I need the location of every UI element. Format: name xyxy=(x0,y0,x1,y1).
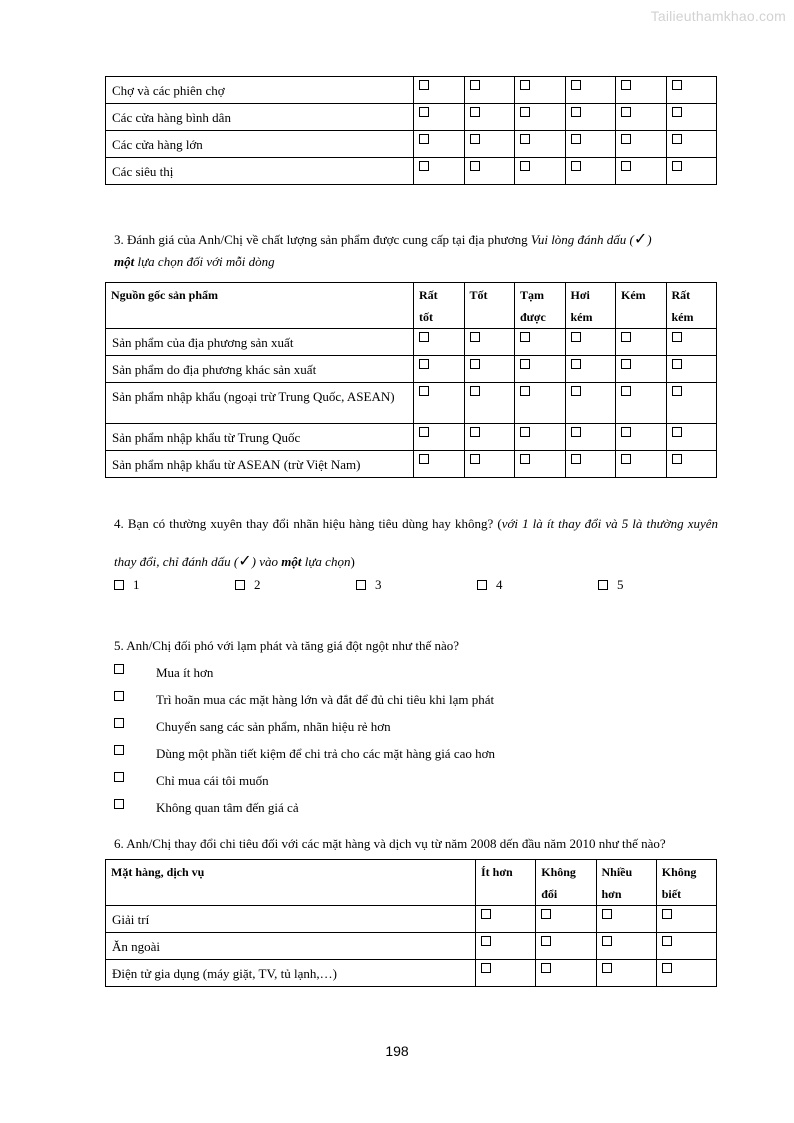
header-col: Ít hơn xyxy=(476,860,536,906)
checkbox-cell[interactable] xyxy=(565,451,616,478)
checkbox[interactable] xyxy=(470,107,480,117)
checkbox-cell[interactable] xyxy=(464,329,515,356)
checkbox-cell[interactable] xyxy=(666,356,717,383)
checkbox-cell[interactable] xyxy=(464,158,515,185)
checkbox-cell[interactable] xyxy=(596,933,656,960)
checkbox[interactable] xyxy=(419,134,429,144)
row-label: Chợ và các phiên chợ xyxy=(106,77,414,104)
header-col: Kém xyxy=(616,283,667,329)
checkbox[interactable] xyxy=(114,691,124,701)
checkbox-cell[interactable] xyxy=(515,451,566,478)
question-3: 3. Đánh giá của Anh/Chị về chất lượng sản phẩm được cung cấp tại địa phương Vui lòng đánh dấu (✓) một lựa chọn đối với mỗi dòng xyxy=(114,229,652,269)
checkmark-icon: ✓ xyxy=(633,229,648,248)
scale-option[interactable]: 5 xyxy=(598,577,624,593)
checkbox[interactable] xyxy=(571,80,581,90)
table-row xyxy=(106,158,717,185)
checkbox[interactable] xyxy=(602,936,612,946)
question-4: 4. Bạn có thường xuyên thay đổi nhãn hiệu hàng tiêu dùng hay không? (với 1 là ít thay đổi và 5 là thường xuyên thay đổi, chỉ đánh dấu (✓) vào một lựa chọn) xyxy=(114,516,719,570)
checkbox[interactable] xyxy=(419,80,429,90)
checkbox[interactable] xyxy=(520,80,530,90)
checkbox-cell[interactable] xyxy=(666,158,717,185)
checkbox-cell[interactable] xyxy=(515,383,566,424)
checkbox-cell[interactable] xyxy=(666,131,717,158)
table-header-row xyxy=(106,860,717,906)
checkbox[interactable] xyxy=(672,359,682,369)
header-col: Rất kém xyxy=(666,283,717,329)
scale-option[interactable]: 3 xyxy=(356,577,382,593)
checkbox[interactable] xyxy=(571,427,581,437)
header-col: Nhiều hơn xyxy=(596,860,656,906)
checkbox-cell[interactable] xyxy=(536,933,596,960)
row-label: Các siêu thị xyxy=(106,158,414,185)
checkbox[interactable] xyxy=(520,161,530,171)
checkbox[interactable] xyxy=(621,386,631,396)
checkbox[interactable] xyxy=(520,107,530,117)
checkbox[interactable] xyxy=(621,134,631,144)
row-label: Sản phẩm của địa phương sản xuất xyxy=(106,329,414,356)
checkbox-cell[interactable] xyxy=(414,131,465,158)
checkbox-cell[interactable] xyxy=(414,356,465,383)
header-col: Tạm được xyxy=(515,283,566,329)
header-col: Hơi kém xyxy=(565,283,616,329)
row-label: Sản phẩm do địa phương khác sản xuất xyxy=(106,356,414,383)
checkbox-cell[interactable] xyxy=(476,906,536,933)
checkbox[interactable] xyxy=(481,963,491,973)
checkbox-cell[interactable] xyxy=(464,451,515,478)
checkbox-cell[interactable] xyxy=(464,356,515,383)
table-row xyxy=(106,77,717,104)
checkmark-icon: ✓ xyxy=(238,551,252,570)
checkbox[interactable] xyxy=(470,427,480,437)
option-label: Không quan tâm đến giá cả xyxy=(156,800,299,815)
checkbox-cell[interactable] xyxy=(666,77,717,104)
checkbox-cell[interactable] xyxy=(565,131,616,158)
checkbox[interactable] xyxy=(419,427,429,437)
option-label: Dùng một phần tiết kiệm để chi trả cho các mặt hàng giá cao hơn xyxy=(156,746,495,761)
header-col: Tốt xyxy=(464,283,515,329)
checkbox[interactable] xyxy=(571,107,581,117)
checkbox-cell[interactable] xyxy=(476,960,536,987)
row-label: Sản phẩm nhập khẩu từ ASEAN (trừ Việt Nam) xyxy=(106,451,414,478)
checkbox-cell[interactable] xyxy=(464,424,515,451)
checkbox-cell[interactable] xyxy=(656,933,716,960)
checkbox[interactable] xyxy=(114,664,124,674)
row-label: Sản phẩm nhập khẩu (ngoại trừ Trung Quốc, ASEAN) xyxy=(106,383,414,424)
checkbox[interactable] xyxy=(672,454,682,464)
checkbox[interactable] xyxy=(621,161,631,171)
checkbox[interactable] xyxy=(672,427,682,437)
checkbox[interactable] xyxy=(662,909,672,919)
checkbox[interactable] xyxy=(672,107,682,117)
checkbox[interactable] xyxy=(571,332,581,342)
checkbox[interactable] xyxy=(672,332,682,342)
checkbox[interactable] xyxy=(621,107,631,117)
row-label: Các cửa hàng lớn xyxy=(106,131,414,158)
checkbox[interactable] xyxy=(481,936,491,946)
header-label: Nguồn gốc sản phẩm xyxy=(106,283,414,329)
checkbox-cell[interactable] xyxy=(515,356,566,383)
checkbox-cell[interactable] xyxy=(616,77,667,104)
checkbox[interactable] xyxy=(541,963,551,973)
checkbox[interactable] xyxy=(571,161,581,171)
checkbox[interactable] xyxy=(356,580,366,590)
scale-option[interactable]: 4 xyxy=(477,577,503,593)
header-col: Không đổi xyxy=(536,860,596,906)
checkbox-cell[interactable] xyxy=(666,451,717,478)
checkbox-cell[interactable] xyxy=(515,329,566,356)
checkbox[interactable] xyxy=(571,359,581,369)
checkbox-cell[interactable] xyxy=(616,131,667,158)
checkbox-cell[interactable] xyxy=(536,906,596,933)
row-label: Sản phẩm nhập khẩu từ Trung Quốc xyxy=(106,424,414,451)
checkbox-cell[interactable] xyxy=(656,906,716,933)
table-header-row xyxy=(106,283,717,329)
table-row xyxy=(106,329,717,356)
checkbox[interactable] xyxy=(419,161,429,171)
option-label: Trì hoãn mua các mặt hàng lớn và đắt để đủ chi tiêu khi lạm phát xyxy=(156,692,495,707)
checkbox[interactable] xyxy=(662,963,672,973)
checkbox[interactable] xyxy=(621,332,631,342)
checkbox[interactable] xyxy=(520,427,530,437)
table-row xyxy=(106,383,717,424)
checkbox-cell[interactable] xyxy=(656,960,716,987)
checkbox[interactable] xyxy=(621,454,631,464)
table-row xyxy=(106,131,717,158)
checkbox[interactable] xyxy=(602,909,612,919)
header-col: Rất tốt xyxy=(414,283,465,329)
checkbox-cell[interactable] xyxy=(414,424,465,451)
product-quality-table xyxy=(105,282,717,478)
checkbox-cell[interactable] xyxy=(515,77,566,104)
checkbox-cell[interactable] xyxy=(565,424,616,451)
checkbox[interactable] xyxy=(419,359,429,369)
checkbox[interactable] xyxy=(598,580,608,590)
checkbox[interactable] xyxy=(114,772,124,782)
checkbox-cell[interactable] xyxy=(616,424,667,451)
page-number: 198 xyxy=(385,1043,409,1059)
checkbox[interactable] xyxy=(470,359,480,369)
checkbox[interactable] xyxy=(621,359,631,369)
checkbox[interactable] xyxy=(419,107,429,117)
row-label: Điện tử gia dụng (máy giặt, TV, tủ lạnh,…) xyxy=(106,960,476,987)
question-5: 5. Anh/Chị đối phó với lạm phát và tăng giá đột ngột như thế nào? xyxy=(114,638,460,653)
checkbox[interactable] xyxy=(470,332,480,342)
checkbox-cell[interactable] xyxy=(414,329,465,356)
watermark: Tailieuthamkhao.com xyxy=(650,8,786,24)
checkbox[interactable] xyxy=(470,80,480,90)
checkbox[interactable] xyxy=(114,799,124,809)
checkbox[interactable] xyxy=(662,936,672,946)
checkbox[interactable] xyxy=(419,386,429,396)
checkbox-cell[interactable] xyxy=(616,356,667,383)
checkbox[interactable] xyxy=(114,580,124,590)
row-label: Các cửa hàng bình dân xyxy=(106,104,414,131)
table-row xyxy=(106,104,717,131)
store-type-table xyxy=(105,76,717,185)
checkbox[interactable] xyxy=(470,134,480,144)
option-label: Mua ít hơn xyxy=(156,665,214,680)
checkbox-cell[interactable] xyxy=(565,77,616,104)
checkbox-cell[interactable] xyxy=(565,104,616,131)
checkbox-cell[interactable] xyxy=(536,960,596,987)
checkbox-cell[interactable] xyxy=(515,131,566,158)
header-label: Mặt hàng, dịch vụ xyxy=(106,860,476,906)
checkbox-cell[interactable] xyxy=(666,104,717,131)
checkbox[interactable] xyxy=(419,454,429,464)
checkbox-cell[interactable] xyxy=(515,158,566,185)
table-row xyxy=(106,424,717,451)
spending-change-table xyxy=(105,859,717,987)
checkbox-cell[interactable] xyxy=(666,383,717,424)
checkbox-cell[interactable] xyxy=(666,329,717,356)
row-label: Ăn ngoài xyxy=(106,933,476,960)
checkbox[interactable] xyxy=(621,80,631,90)
checkbox-cell[interactable] xyxy=(616,329,667,356)
table-row xyxy=(106,356,717,383)
question-3-text: 3. Đánh giá của Anh/Chị về chất lượng sản phẩm được cung cấp tại địa phương xyxy=(114,232,531,247)
checkbox-cell[interactable] xyxy=(414,451,465,478)
checkbox[interactable] xyxy=(520,386,530,396)
checkbox-cell[interactable] xyxy=(616,104,667,131)
checkbox[interactable] xyxy=(672,386,682,396)
checkbox[interactable] xyxy=(672,161,682,171)
checkbox-cell[interactable] xyxy=(414,158,465,185)
checkbox[interactable] xyxy=(477,580,487,590)
checkbox[interactable] xyxy=(602,963,612,973)
table-row xyxy=(106,960,717,987)
checkbox[interactable] xyxy=(541,936,551,946)
checkbox-cell[interactable] xyxy=(414,104,465,131)
checkbox[interactable] xyxy=(520,454,530,464)
checkbox[interactable] xyxy=(470,386,480,396)
checkbox-cell[interactable] xyxy=(464,104,515,131)
checkbox[interactable] xyxy=(520,134,530,144)
checkbox-cell[interactable] xyxy=(464,383,515,424)
checkbox[interactable] xyxy=(672,134,682,144)
checkbox[interactable] xyxy=(481,909,491,919)
checkbox-cell[interactable] xyxy=(565,158,616,185)
row-label: Giải trí xyxy=(106,906,476,933)
checkbox[interactable] xyxy=(571,386,581,396)
option-label: Chuyển sang các sản phẩm, nhãn hiệu rẻ hơn xyxy=(156,719,391,734)
scale-option[interactable]: 1 xyxy=(114,577,140,593)
checkbox-cell[interactable] xyxy=(464,77,515,104)
checkbox-cell[interactable] xyxy=(464,131,515,158)
checkbox[interactable] xyxy=(235,580,245,590)
checkbox-cell[interactable] xyxy=(616,451,667,478)
checkbox-cell[interactable] xyxy=(515,424,566,451)
checkbox[interactable] xyxy=(470,454,480,464)
checkbox[interactable] xyxy=(571,454,581,464)
checkbox-cell[interactable] xyxy=(596,906,656,933)
checkbox-cell[interactable] xyxy=(414,383,465,424)
checkbox-cell[interactable] xyxy=(476,933,536,960)
checkbox[interactable] xyxy=(114,718,124,728)
header-col: Không biết xyxy=(656,860,716,906)
checkbox[interactable] xyxy=(672,80,682,90)
checkbox-cell[interactable] xyxy=(666,424,717,451)
checkbox[interactable] xyxy=(621,427,631,437)
table-row xyxy=(106,451,717,478)
checkbox[interactable] xyxy=(470,161,480,171)
checkbox-cell[interactable] xyxy=(414,77,465,104)
checkbox[interactable] xyxy=(541,909,551,919)
question-6: 6. Anh/Chị thay đổi chi tiêu đối với các mặt hàng và dịch vụ từ năm 2008 dến đầu năm 2010 như thế nào? xyxy=(114,836,666,851)
checkbox-cell[interactable] xyxy=(565,356,616,383)
checkbox-cell[interactable] xyxy=(616,158,667,185)
question-4-text: 4. Bạn có thường xuyên thay đổi nhãn hiệu hàng tiêu dùng hay không? ( xyxy=(114,516,502,531)
option-label: Chỉ mua cái tôi muốn xyxy=(156,773,269,788)
checkbox-cell[interactable] xyxy=(515,104,566,131)
checkbox[interactable] xyxy=(520,359,530,369)
table-row xyxy=(106,933,717,960)
checkbox-cell[interactable] xyxy=(616,383,667,424)
checkbox[interactable] xyxy=(419,332,429,342)
table-row xyxy=(106,906,717,933)
checkbox-cell[interactable] xyxy=(596,960,656,987)
checkbox[interactable] xyxy=(571,134,581,144)
scale-option[interactable]: 2 xyxy=(235,577,261,593)
checkbox-cell[interactable] xyxy=(565,329,616,356)
checkbox[interactable] xyxy=(520,332,530,342)
checkbox[interactable] xyxy=(114,745,124,755)
checkbox-cell[interactable] xyxy=(565,383,616,424)
